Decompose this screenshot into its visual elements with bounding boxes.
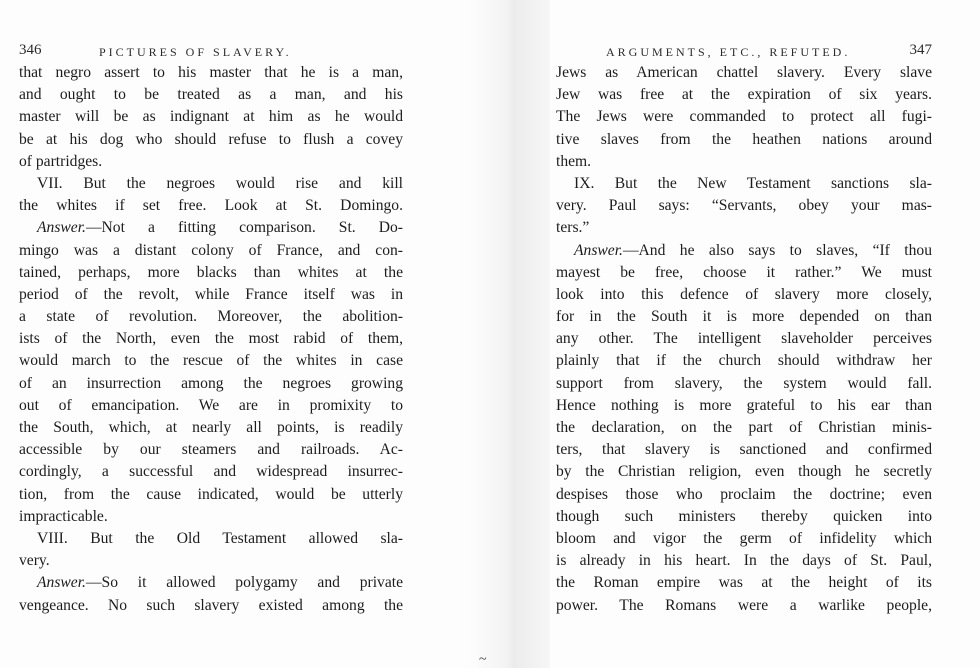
text-line (19, 550, 403, 572)
text-line (556, 395, 932, 417)
line-text: though such ministers thereby quicken into (556, 507, 932, 525)
text-line (19, 328, 403, 350)
right-page-number: 347 (909, 42, 932, 58)
line-text: tion, from the cause indicated, would be utterly (19, 485, 403, 503)
text-line (556, 595, 932, 617)
line-text: Jews as American chattel slavery. Every slave (556, 64, 932, 81)
text-line (556, 373, 932, 395)
text-line (556, 106, 932, 128)
line-text: ters.” (556, 219, 590, 237)
line-text: very. (19, 552, 50, 570)
text-line (556, 306, 932, 328)
text-line (19, 151, 403, 173)
text-line (19, 195, 403, 217)
text-line (556, 461, 932, 483)
line-text: power. The Romans were a warlike people, (556, 596, 932, 614)
text-line (556, 528, 932, 550)
left-page (19, 42, 403, 617)
text-line (19, 62, 403, 84)
text-line (19, 84, 403, 106)
text-line (556, 217, 932, 239)
right-text-block (556, 62, 932, 617)
text-line (556, 572, 932, 594)
text-line (556, 262, 932, 284)
text-line (19, 350, 403, 372)
line-text: a state of revolution. Moreover, the abolition- (19, 308, 403, 326)
line-text: the Roman empire was at the height of its (556, 574, 932, 592)
text-line (19, 173, 403, 195)
text-line (19, 373, 403, 395)
text-line (19, 417, 403, 439)
line-text: would march to the rescue of the whites in case (19, 352, 403, 370)
text-line (19, 595, 403, 617)
text-line (19, 262, 403, 284)
text-line (556, 284, 932, 306)
text-line (556, 439, 932, 461)
gutter-mark: ~ (479, 652, 487, 667)
right-running-head (556, 42, 932, 62)
text-line (556, 195, 932, 217)
book-gutter (470, 0, 550, 668)
text-line (556, 506, 932, 528)
text-line (19, 506, 403, 528)
text-line (19, 572, 403, 594)
text-line (19, 240, 403, 262)
line-text: ists of the North, even the most rabid of them, (19, 330, 403, 348)
line-text: is already in his heart. In the days of St. Paul, (556, 552, 932, 570)
text-line (19, 439, 403, 461)
text-line (19, 528, 403, 550)
line-text: the whites if set free. Look at St. Domingo. (19, 197, 403, 215)
text-line (556, 240, 932, 262)
line-text: impracticable. (19, 507, 108, 525)
text-line (19, 461, 403, 483)
line-text: master will be as indignant at him as he would (19, 108, 403, 126)
line-text: Hence nothing is more grateful to his ear than (556, 396, 932, 414)
line-text: —Not a fitting comparison. St. Do- (85, 219, 403, 237)
line-text: VIII. But the Old Testament allowed sla- (37, 529, 403, 547)
line-text: the South, which, at nearly all points, is readily (19, 419, 403, 436)
line-text: mingo was a distant colony of France, and con- (19, 241, 403, 259)
line-text: of an insurrection among the negroes growing (19, 374, 403, 392)
line-text: VII. But the negroes would rise and kill (37, 174, 403, 192)
line-text: despises those who proclaim the doctrine; even (556, 485, 932, 503)
text-line (19, 217, 403, 239)
right-running-title: ARGUMENTS, ETC., REFUTED. (606, 45, 851, 59)
line-text: bloom and vigor the germ of infidelity which (556, 529, 932, 547)
text-line (19, 284, 403, 306)
text-line (19, 395, 403, 417)
line-text: tained, perhaps, more blacks than whites at the (19, 263, 403, 281)
line-text: cordingly, a successful and widespread insurrec- (19, 463, 403, 481)
text-line (556, 151, 932, 173)
line-text: vengeance. No such slavery existed among the (19, 596, 403, 614)
line-text: ters, that slavery is sanctioned and confirmed (556, 441, 932, 459)
right-page (556, 42, 932, 617)
line-text: any other. The intelligent slaveholder perceives (556, 330, 932, 348)
text-line (556, 550, 932, 572)
line-text: and ought to be treated as a man, and his (19, 86, 403, 104)
answer-label: Answer. (37, 574, 86, 592)
line-text: accessible by our steamers and railroads. Ac- (19, 441, 403, 459)
left-running-head (19, 42, 403, 62)
text-line (19, 106, 403, 128)
line-text: be at his dog who should refuse to flush a covey (19, 130, 403, 148)
line-text: plainly that if the church should withdraw her (556, 352, 932, 370)
left-text-block (19, 62, 403, 617)
text-line (556, 484, 932, 506)
text-line (19, 306, 403, 328)
text-line (556, 328, 932, 350)
text-line (556, 350, 932, 372)
line-text: out of emancipation. We are in promixity to (19, 396, 403, 414)
text-line (556, 173, 932, 195)
line-text: period of the revolt, while France itself was in (19, 285, 403, 303)
left-page-number: 346 (19, 42, 42, 58)
line-text: IX. But the New Testament sanctions sla- (574, 174, 932, 192)
left-running-title: PICTURES OF SLAVERY. (99, 45, 292, 59)
text-line (556, 62, 932, 84)
line-text: The Jews were commanded to protect all fugi- (556, 108, 932, 126)
line-text: very. Paul says: “Servants, obey your mas- (556, 197, 932, 215)
line-text: mayest be free, choose it rather.” We must (556, 263, 932, 281)
line-text: them. (556, 152, 592, 170)
text-line (556, 129, 932, 151)
line-text: the declaration, on the part of Christian minis- (556, 419, 932, 436)
text-line (556, 84, 932, 106)
line-text: Jew was free at the expiration of six years. (556, 86, 932, 104)
line-text: look into this defence of slavery more closely, (556, 285, 932, 303)
answer-label: Answer. (37, 219, 86, 237)
line-text: for in the South it is more depended on than (556, 308, 932, 326)
line-text: by the Christian religion, even though he secretly (556, 463, 932, 481)
line-text: support from slavery, the system would fall. (556, 374, 932, 392)
line-text: of partridges. (19, 152, 103, 170)
line-text: —And he also says to slaves, “If thou (622, 241, 932, 259)
answer-label: Answer. (574, 241, 623, 259)
line-text: tive slaves from the heathen nations around (556, 130, 932, 148)
text-line (19, 129, 403, 151)
line-text: that negro assert to his master that he is a man, (19, 64, 403, 81)
text-line (19, 484, 403, 506)
text-line (556, 417, 932, 439)
line-text: —So it allowed polygamy and private (85, 574, 403, 592)
